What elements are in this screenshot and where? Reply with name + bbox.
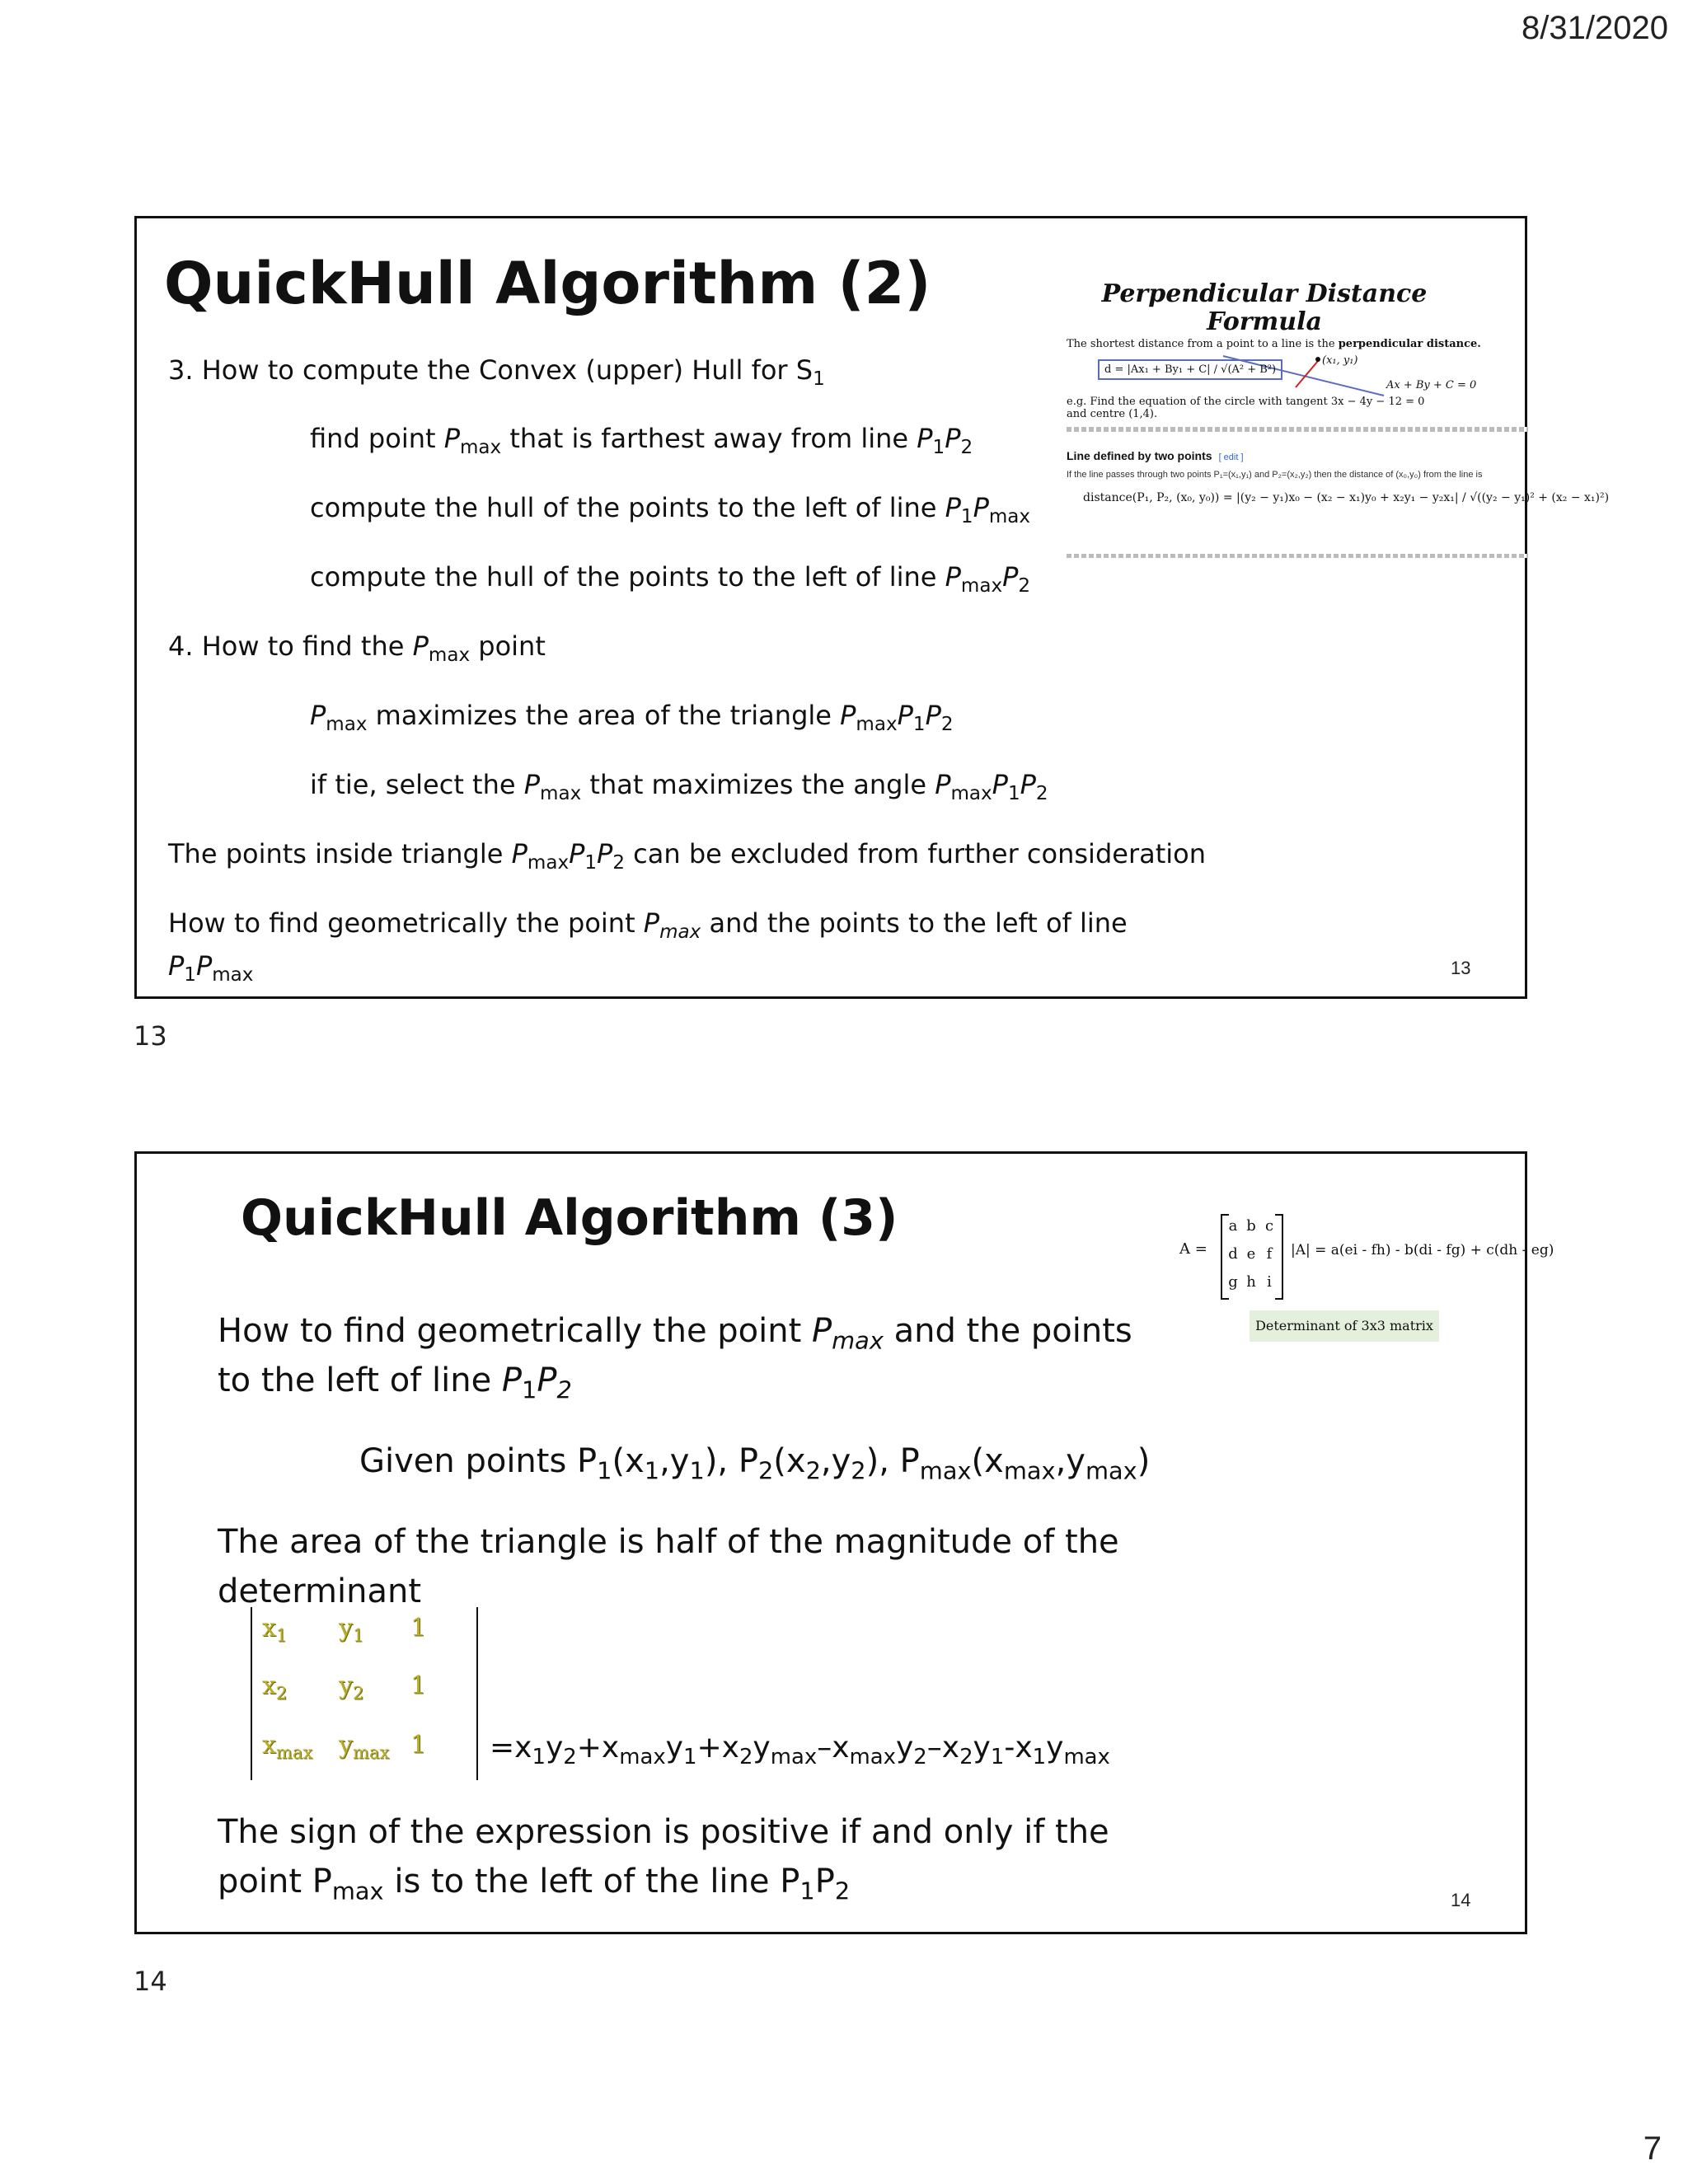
- two-point-formula: distance(P₁, P₂, (x₀, y₀)) = |(y₂ − y₁)x₀ − (x₂ − x₁)y₀ + x₂y₁ − y₂x₁| / √((y₂ − y₁)² + (x₂ − x₁)²): [1083, 491, 1610, 504]
- text-line: 4. How to find the $P_{max}$ point: [168, 630, 546, 666]
- text-line: $P_{max}$ maximizes the area of the triangle $P_{max}P_1P_2$: [310, 700, 954, 735]
- text-line: to the left of line $P_1P_2$: [218, 1361, 572, 1404]
- matrix-label: A =: [1179, 1240, 1207, 1258]
- area-determinant: [251, 1607, 478, 1780]
- determinant-expression: $=x_1y_2+x_{max}y_1+x_2y_{max}-x_{max}y_2-x_2y_1-x_1y_{max}$: [490, 1731, 1110, 1769]
- text-line: How to find geometrically the point $P_{max}$ and the points to the left of line: [168, 907, 1128, 943]
- matrix-entry: d: [1228, 1245, 1238, 1263]
- example-text: e.g. Find the equation of the circle with tangent 3x − 4y − 12 = 0 and centre (1,4).: [1067, 396, 1425, 420]
- text-line: compute the hull of the points to the left of line $P_{max}P_2$: [310, 561, 1031, 597]
- determinant-caption: Determinant of 3x3 matrix: [1250, 1310, 1439, 1342]
- text-line: 3. How to compute the Convex (upper) Hull for $S_1$: [168, 354, 825, 390]
- slide-13: [134, 216, 1610, 999]
- two-point-heading: Line defined by two points [ edit ]: [1067, 449, 1244, 462]
- det-cell: $x_{max}$: [262, 1731, 313, 1763]
- slide-14: [134, 1151, 1554, 1934]
- line-equation: Ax + By + C = 0: [1386, 379, 1477, 391]
- det-cell: 1: [410, 1731, 427, 1760]
- text-line: How to find geometrically the point $P_{max}$ and the points: [218, 1312, 1132, 1355]
- det-cell: $x_2$: [262, 1671, 288, 1704]
- determinant-figure: [1179, 1183, 1554, 1333]
- page-number: 7: [1643, 2130, 1662, 2167]
- text-line: if tie, select the $P_{max}$ that maximizes the angle $P_{max}P_1P_2$: [310, 769, 1048, 804]
- slide-title: QuickHull Algorithm (3): [241, 1189, 898, 1247]
- matrix-entry: i: [1267, 1273, 1272, 1291]
- figure-title: Perpendicular Distance Formula: [1101, 279, 1428, 336]
- text-line: The points inside triangle $P_{max}P_1P_2$ can be excluded from further consideration: [168, 838, 1206, 874]
- text-line: find point $P_{max}$ that is farthest away from line $P_1P_2$: [310, 423, 973, 458]
- slide-inner-number: 14: [1451, 1890, 1471, 1910]
- cropped-text-edge: [1067, 554, 1528, 558]
- figure-description: The shortest distance from a point to a line is the perpendicular distance.: [1067, 338, 1481, 350]
- text-line: determinant: [218, 1572, 422, 1610]
- matrix-entry: f: [1266, 1245, 1273, 1263]
- slide-inner-number: 13: [1451, 958, 1471, 978]
- distance-formula: d = |Ax₁ + By₁ + C| / √(A² + B²): [1098, 359, 1282, 380]
- slide-number-13: 13: [134, 1020, 167, 1052]
- det-cell: $x_1$: [262, 1614, 288, 1646]
- text-line: point $P_{max}$ is to the left of the line $P_1P_2$: [218, 1863, 851, 1905]
- page-date: 8/31/2020: [1522, 10, 1668, 46]
- matrix-entry: b: [1246, 1217, 1256, 1235]
- text-line: The sign of the expression is positive if and only if the: [218, 1813, 1109, 1851]
- slide-number-14: 14: [134, 1966, 167, 1997]
- matrix-entry: c: [1264, 1217, 1274, 1235]
- det-cell: $y_{max}$: [339, 1731, 390, 1763]
- det-cell: 1: [410, 1671, 427, 1700]
- matrix-entry: g: [1228, 1273, 1238, 1291]
- matrix-entry: h: [1246, 1273, 1256, 1291]
- det-cell: $y_2$: [339, 1671, 364, 1704]
- two-point-text: If the line passes through two points P₁=(x₁,y₁) and P₂=(x₂,y₂) then the distance of (x₀,y₀) from the line is: [1067, 470, 1483, 480]
- det-cell: 1: [410, 1614, 427, 1643]
- matrix-entry: a: [1228, 1217, 1238, 1235]
- matrix: [1221, 1214, 1283, 1300]
- text-line: Given points $P_1(x_1,y_1)$, $P_2(x_2,y_2)$, $P_{max}(x_{max},y_{max})$: [359, 1442, 1151, 1485]
- determinant-formula: |A| = a(ei - fh) - b(di - fg) + c(dh - eg): [1291, 1242, 1554, 1258]
- matrix-entry: e: [1246, 1245, 1256, 1263]
- text-line: $P_1P_{max}$: [168, 950, 254, 986]
- perpendicular-distance-figure: [1067, 272, 1610, 569]
- slide-title: QuickHull Algorithm (2): [164, 250, 931, 317]
- det-cell: $y_1$: [339, 1614, 364, 1646]
- cropped-text-edge: [1067, 427, 1528, 432]
- text-line: The area of the triangle is half of the magnitude of the: [218, 1523, 1119, 1561]
- point-label: (x₁, y₁): [1322, 354, 1358, 367]
- edit-link: [ edit ]: [1218, 452, 1244, 462]
- text-line: compute the hull of the points to the left of line $P_1P_{max}$: [310, 492, 1031, 527]
